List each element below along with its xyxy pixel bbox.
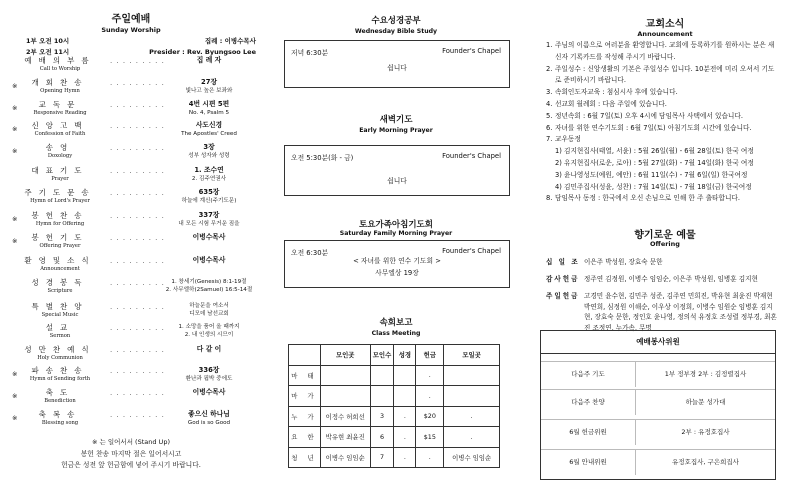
liturgy-item-value: [160, 100, 258, 117]
announcement-item: [546, 64, 780, 88]
table-row-header: 요 한: [289, 427, 321, 448]
liturgy-item-en: Sermon: [49, 333, 71, 339]
liturgy-item-value: [160, 188, 258, 205]
liturgy-value-main: 337장: [198, 211, 220, 219]
leader-dots: · · · · · · · · ·: [110, 191, 165, 199]
liturgy-value-sub: 하늘문을 여소서: [189, 303, 229, 309]
announcement-item: [546, 158, 780, 170]
class-meeting-title: 속회보고: [379, 318, 413, 328]
table-cell: [320, 365, 370, 386]
announcement-text: 3) 윤나영성도(예원, 예안) : 6월 11일(수) - 7월 6일(일) 한국여정: [555, 170, 748, 179]
table-cell: .: [416, 447, 444, 468]
service-person: 유정호집사, 구은희집사: [672, 458, 739, 466]
footer-line-2: 헌금은 성전 앞 헌금함에 넣어 주시기 바랍니다.: [61, 461, 201, 469]
leader-dots: · · · · · · · · ·: [110, 413, 165, 421]
liturgy-value-sub: God is so Good: [187, 420, 231, 426]
liturgy-item-name: [20, 345, 100, 362]
liturgy-item-value: [160, 143, 258, 160]
bible-study-box: [284, 40, 510, 88]
liturgy-item-en: Blessing song: [41, 420, 79, 426]
sat-prayer-place: Founder's Chapel: [442, 247, 501, 255]
liturgy-item-ko: 설교: [45, 323, 75, 332]
liturgy-item-ko: 개회찬송: [31, 78, 89, 87]
service-row: [541, 389, 775, 415]
announcement-text: 4) 김민주집사(성윤, 성찬) : 7월 14일(토) - 7월 18일(금) 한국여정: [555, 182, 752, 191]
announcement-number: 1.: [546, 41, 553, 49]
announcement-number: 3.: [546, 88, 553, 97]
announcement-text: 주님의 이름으로 여러분을 환영합니다. 교회에 등록하기를 원하시는 분은 새신자 기록카드를 작성해 주시기 바랍니다.: [555, 41, 775, 61]
liturgy-item-en: Special Music: [41, 312, 79, 318]
liturgy-value-sub: 2. 김주연권사: [191, 176, 227, 182]
table-cell: .: [394, 406, 416, 427]
leader-dots: · · · · · · · · ·: [110, 59, 165, 67]
liturgy-item-en: Hymn of Sending forth: [29, 376, 91, 382]
liturgy-value-main: 336장: [198, 366, 220, 374]
announcement-number: 2.: [546, 64, 553, 73]
standup-mark: ※: [12, 104, 18, 112]
bible-study-title: 수요성경공부: [371, 16, 421, 26]
liturgy-value-main: 이병수목사: [192, 233, 226, 241]
standup-mark: ※: [12, 237, 18, 245]
dawn-prayer-title: 새벽기도: [379, 115, 413, 125]
service-role: 6월 헌금위원: [541, 420, 636, 445]
leader-dots: · · · · · · · · ·: [110, 391, 165, 399]
dawn-prayer-subtitle: Early Morning Prayer: [359, 127, 433, 134]
liturgy-item-en: Opening Hymn: [40, 88, 80, 94]
liturgy-item-ko: 특별찬양: [31, 302, 89, 311]
standup-mark: ※: [12, 147, 18, 155]
dawn-prayer-note: 쉽니다: [387, 177, 407, 185]
table-cell: .: [394, 427, 416, 448]
liturgy-item-name: [20, 388, 100, 405]
liturgy-item-value: [160, 233, 258, 242]
liturgy-value-main: 사도신경: [195, 121, 223, 129]
table-cell: 이병수 임임순: [444, 447, 500, 468]
service-times: [26, 36, 69, 58]
table-row-header: 마 가: [289, 386, 321, 407]
liturgy-value-main: 3장: [203, 143, 215, 151]
liturgy-value-sub: No. 4, Psalm 5: [188, 110, 230, 116]
liturgy-value-main: 1. 조수연: [194, 166, 224, 174]
liturgy-value-sub: 성부 성자와 성령: [188, 153, 230, 159]
liturgy-item-en: Hymn for Offering: [35, 221, 85, 227]
liturgy-value-main: 좋으신 하나님: [188, 410, 230, 418]
liturgy-item-name: [20, 410, 100, 427]
service-person: 2부 : 유정호집사: [681, 428, 730, 436]
footer-line-1: 봉헌 찬송 마지막 절은 일어서시고: [80, 450, 182, 458]
service-time-2: 2부 오전 11시: [26, 48, 70, 56]
liturgy-value-sub: 하늘에 계신(주기도문): [181, 198, 237, 204]
standup-mark: ※: [12, 414, 18, 422]
announcement-item: [546, 193, 780, 205]
leader-dots: · · · · · · · · ·: [110, 103, 165, 111]
leader-dots: · · · · · · · · ·: [110, 259, 165, 267]
liturgy-value-sub-2: 디모데 남선교회: [189, 311, 229, 317]
liturgy-value-main: 집 례 자: [196, 56, 222, 64]
table-row: [289, 386, 500, 407]
announcement-number: 7.: [546, 135, 553, 144]
worship-subtitle: Sunday Worship: [101, 26, 161, 34]
liturgy-item-ko: 축도: [45, 388, 75, 397]
table-cell: 이병수 임임순: [320, 447, 370, 468]
table-cell: [370, 365, 394, 386]
table-header-cell: 모일곳: [444, 345, 500, 366]
liturgy-item-en: Announcement: [40, 266, 80, 272]
announcement-title: 교회소식: [645, 19, 685, 30]
service-role: 6월 안내위원: [541, 450, 636, 475]
liturgy-item-ko: 성만찬예식: [24, 345, 96, 354]
announcement-item: [546, 111, 780, 123]
presider-en: Presider : Rev. Byungsoo Lee: [149, 48, 256, 56]
announcement-text: 2) 유지현집사(로운, 로아) : 5월 27일(화) - 7월 14일(화) 한국 여정: [555, 158, 754, 167]
dawn-prayer-time: 오전 5:30분(화 - 금): [291, 154, 354, 162]
table-row: [289, 427, 500, 448]
leader-dots: · · · · · · · · ·: [110, 281, 165, 289]
announcement-number: 5.: [546, 111, 553, 120]
liturgy-value-main: 이병수목사: [192, 388, 226, 396]
table-cell: [444, 386, 500, 407]
announcement-number: 8.: [546, 194, 553, 203]
liturgy-item-en: Holy Communion: [37, 355, 83, 361]
liturgy-item-name: [20, 233, 100, 250]
offering-label: 주일헌금: [546, 292, 580, 300]
announcement-text: 주일성수 : 신앙생활의 기본은 주일성수 입니다. 10분전에 미리 오셔서 기도로 준비하시기 바랍니다.: [555, 64, 775, 85]
announcement-number: 4.: [546, 99, 553, 108]
table-cell: 이정수 허희선: [320, 406, 370, 427]
leader-dots: · · · · · · · · ·: [110, 169, 165, 177]
liturgy-item-en: Confession of Faith: [34, 131, 86, 137]
table-cell: .: [394, 447, 416, 468]
announcement-item: [546, 99, 780, 111]
liturgy-item-ko: 대표기도: [31, 166, 89, 175]
service-row: [541, 419, 775, 445]
liturgy-item-name: [20, 166, 100, 183]
liturgy-value-sub: 1. 소망을 품어 올 때까지: [178, 324, 240, 330]
announcement-item: [546, 134, 780, 146]
table-row: [289, 365, 500, 386]
liturgy-item-en: Offering Prayer: [39, 243, 81, 249]
table-cell: .: [444, 427, 500, 448]
offering-names: 고경민 윤수현, 김민주 성준, 김주연 민희진, 박유현 최윤진 박재현 박연희, 심정원 이해순, 이우상 이정희, 이병수 임원순 임병훈 김지현, 장효숙 문한, 정인호 윤나영, 정의석 유정호 조성렬 정부경, 최혼진 조정연, 누가속, 무명: [584, 292, 777, 332]
service-committee-box: [540, 330, 776, 480]
liturgy-item-value: [160, 256, 258, 265]
announcement-item: [546, 182, 780, 194]
bible-study-note: 쉽니다: [387, 64, 407, 72]
table-row-header: 누 가: [289, 406, 321, 427]
liturgy-item-value: [160, 302, 258, 318]
table-header-cell: 성경: [394, 345, 416, 366]
liturgy-value-sub: 1. 창세기(Genesis) 8:1-19절: [171, 279, 247, 285]
announcement-subtitle: Announcement: [637, 30, 693, 38]
leader-dots: · · · · · · · · ·: [110, 326, 165, 334]
liturgy-item-name: [20, 100, 100, 117]
table-cell: 6: [370, 427, 394, 448]
worship-title: 주일예배: [111, 14, 151, 25]
table-cell: $15: [416, 427, 444, 448]
liturgy-item-name: [20, 256, 100, 273]
liturgy-item-en: Call to Worship: [39, 66, 81, 72]
table-header-cell: 헌금: [416, 345, 444, 366]
standup-note: ※ 는 일어서서 (Stand Up): [92, 438, 170, 446]
liturgy-value-sub: 내 모든 시험 무거운 짐을: [178, 221, 240, 227]
bible-study-time: 저녁 6:30분: [291, 49, 329, 57]
table-row: [289, 406, 500, 427]
standup-mark: ※: [12, 370, 18, 378]
liturgy-value-main: 635장: [198, 188, 220, 196]
dawn-prayer-box: [284, 145, 510, 196]
offering-label: 감사헌금: [546, 275, 580, 283]
liturgy-item-ko: 봉헌기도: [31, 233, 89, 242]
service-role: 다음주 기도: [541, 362, 636, 387]
liturgy-item-value: [160, 78, 258, 95]
table-cell: [370, 386, 394, 407]
announcement-number: 6.: [546, 123, 553, 132]
announcement-text: 속회인도자교육 : 첨심시사 후에 있습니다.: [555, 88, 678, 97]
service-time-1: 1부 오전 10시: [26, 37, 70, 45]
announcement-item: [546, 40, 780, 64]
sat-prayer-line-2: 사무엘상 19장: [375, 269, 419, 277]
liturgy-item-en: Benediction: [44, 398, 76, 404]
standup-mark: ※: [12, 125, 18, 133]
liturgy-item-name: [20, 121, 100, 138]
liturgy-item-value: [160, 366, 258, 383]
table-header-cell: [289, 345, 321, 366]
presider-ko: 집례 : 이병수목사: [204, 37, 256, 45]
liturgy-item-value: [160, 345, 258, 354]
table-row-header: 마 태: [289, 365, 321, 386]
liturgy-item-en: Doxology: [47, 153, 73, 159]
table-cell: 3: [370, 406, 394, 427]
leader-dots: · · · · · · · · ·: [110, 214, 165, 222]
liturgy-item-en: Scripture: [47, 288, 73, 294]
announcement-item: [546, 123, 780, 135]
announcement-text: 교우동정: [555, 135, 581, 144]
offering-subtitle: Offering: [650, 240, 680, 248]
service-person: 하늘문 성가대: [685, 398, 726, 406]
leader-dots: · · · · · · · · ·: [110, 81, 165, 89]
table-cell: .: [444, 406, 500, 427]
table-header-cell: 모인수: [370, 345, 394, 366]
sat-prayer-time: 오전 6:30분: [291, 249, 329, 257]
liturgy-item-name: [20, 56, 100, 73]
table-cell: .: [416, 386, 444, 407]
service-role: 다음주 찬양: [541, 390, 636, 415]
liturgy-item-name: [20, 78, 100, 95]
liturgy-item-name: [20, 143, 100, 160]
liturgy-item-ko: 파송찬송: [31, 366, 89, 375]
announcement-list: [546, 40, 780, 205]
class-meeting-subtitle: Class Meeting: [371, 330, 421, 337]
announcement-text: 1) 김지현집사(태열, 서윤) : 5월 26일(월) - 6월 28일(토) 한국 여정: [555, 147, 754, 156]
liturgy-item-ko: 신앙고백: [31, 121, 89, 130]
leader-dots: · · · · · · · · ·: [110, 146, 165, 154]
standup-mark: ※: [12, 215, 18, 223]
table-cell: $20: [416, 406, 444, 427]
table-cell: .: [416, 365, 444, 386]
announcement-item: [546, 170, 780, 182]
offering-title: 향기로운 예물: [634, 230, 696, 241]
table-cell: [444, 365, 500, 386]
announcement-text: 담임목사 동정 : 한국에서 오신 손님으로 인해 한 주 출타합니다.: [555, 194, 741, 203]
liturgy-item-value: [160, 121, 258, 138]
table-cell: [394, 365, 416, 386]
liturgy-item-ko: 봉헌찬송: [31, 211, 89, 220]
liturgy-item-value: [160, 56, 258, 65]
standup-mark: ※: [12, 392, 18, 400]
liturgy-value-sub: 환난과 핍박 중에도: [185, 376, 233, 382]
leader-dots: · · · · · · · · ·: [110, 348, 165, 356]
liturgy-item-value: [160, 278, 258, 294]
worship-order-column: [0, 0, 262, 485]
liturgy-item-ko: 예배의부름: [24, 56, 96, 65]
presider: [149, 36, 256, 58]
offering-names: 이은주 박성원, 장효숙 문한: [584, 258, 663, 266]
table-row-header: 청 년: [289, 447, 321, 468]
liturgy-value-main: 4번 시편 5편: [188, 100, 230, 108]
liturgy-item-ko: 성경봉독: [31, 278, 89, 287]
worship-footer: [0, 449, 262, 471]
liturgy-item-ko: 환영및소식: [24, 256, 96, 265]
table-cell: 7: [370, 447, 394, 468]
table-cell: [394, 386, 416, 407]
announcement-text: 선교회 월례회 : 다음 주일에 있습니다.: [555, 99, 667, 108]
table-cell: 박유현 최윤진: [320, 427, 370, 448]
service-committee-title: 예배봉사위원: [541, 331, 775, 354]
service-row: [541, 361, 775, 387]
offering-names: 정주연 김정원, 이병수 임임순, 이은주 박성원, 임병훈 김지현: [584, 275, 758, 283]
dawn-prayer-place: Founder's Chapel: [442, 152, 501, 160]
liturgy-item-value: [160, 410, 258, 427]
liturgy-item-value: [160, 388, 258, 397]
liturgy-value-sub: 빛나고 높은 보좌와: [185, 88, 233, 94]
announcement-text: 정년속회 : 6월 7일(토) 오후 4시에 담임목사 사택에서 있습니다.: [555, 111, 743, 120]
liturgy-item-name: [20, 211, 100, 228]
liturgy-value-main: 27장: [200, 78, 218, 86]
class-meeting-table: [288, 344, 500, 468]
liturgy-item-name: [20, 366, 100, 383]
liturgy-item-value: [160, 166, 258, 183]
liturgy-value-sub: The Apostles' Creed: [181, 131, 237, 137]
liturgy-item-en: Prayer: [51, 176, 69, 182]
announcement-item: [546, 87, 780, 99]
standup-mark: ※: [12, 82, 18, 90]
bible-study-subtitle: Wednesday Bible Study: [354, 28, 438, 35]
liturgy-item-en: Hymn of Lord's Prayer: [30, 198, 90, 204]
leader-dots: · · · · · · · · ·: [110, 236, 165, 244]
sat-prayer-box: [284, 240, 510, 288]
service-person: 1부 정부경 2부 : 김정렬집사: [664, 370, 747, 378]
liturgy-item-value: [160, 323, 258, 339]
service-row: [541, 449, 775, 475]
bible-study-place: Founder's Chapel: [442, 47, 501, 55]
liturgy-item-ko: 축복송: [38, 410, 82, 419]
liturgy-item-ko: 교독문: [38, 100, 82, 109]
sat-prayer-title: 토요가족아침기도회: [359, 220, 433, 230]
table-cell: [320, 386, 370, 407]
liturgy-item-ko: 주기도문송: [24, 188, 96, 197]
announcement-item: [546, 146, 780, 158]
liturgy-item-en: Responsive Reading: [33, 110, 87, 116]
liturgy-value-sub-2: 2. 내 인생의 시므이: [184, 332, 234, 338]
liturgy-item-name: [20, 188, 100, 205]
liturgy-item-name: [20, 278, 100, 295]
liturgy-item-ko: 송영: [45, 143, 75, 152]
table-header-cell: 모인곳: [320, 345, 370, 366]
leader-dots: · · · · · · · · ·: [110, 305, 165, 313]
table-row: [289, 447, 500, 468]
liturgy-item-value: [160, 211, 258, 228]
leader-dots: · · · · · · · · ·: [110, 124, 165, 132]
liturgy-value-sub-2: 2. 사무엘하(2Samuel) 16:5-14절: [165, 287, 253, 293]
sat-prayer-subtitle: Saturday Family Morning Prayer: [339, 230, 453, 237]
liturgy-item-name: [20, 323, 100, 340]
announcement-text: 자녀를 위한 연수기도회 : 6월 7일(토) 아침기도회 시간에 있습니다.: [555, 123, 752, 132]
meetings-column: [262, 0, 530, 485]
leader-dots: · · · · · · · · ·: [110, 369, 165, 377]
liturgy-value-main: 이병수목사: [192, 256, 226, 264]
sat-prayer-line-1: < 자녀를 위한 연수 기도회 >: [353, 257, 441, 265]
liturgy-item-name: [20, 302, 100, 319]
liturgy-value-main: 다 같 이: [196, 345, 222, 353]
offering-label: 십 일 조: [546, 258, 580, 266]
